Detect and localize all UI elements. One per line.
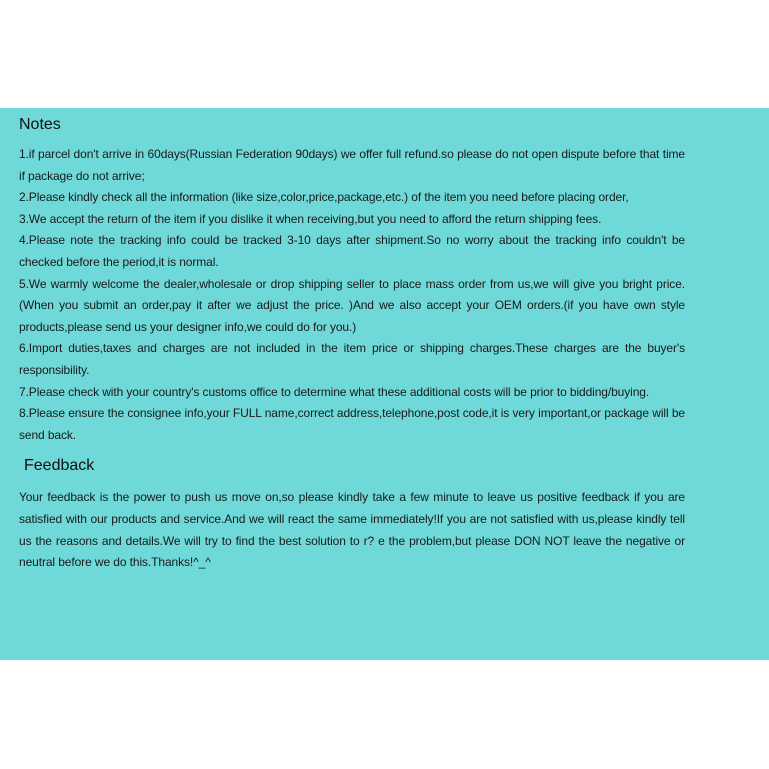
note-item-3: 3.We accept the return of the item if you dislike it when receiving,but you need to afford the return shipping fees. — [19, 211, 602, 226]
notes-list — [19, 144, 685, 446]
note-item-7: 7.Please check with your country's customs office to determine what these additional costs will be prior to bidding/buying. — [19, 384, 650, 399]
notes-heading: Notes — [19, 116, 61, 133]
feedback-heading: Feedback — [24, 457, 95, 475]
feedback-paragraph: Your feedback is the power to push us move on,so please kindly take a few minute to leave us positive feedback if you are satisfied with our products and service.And we will react the same immediately!If you are not satisfied with us,please kindly tell us the reasons and details.We will try to find the best solution to r? e the problem,but please DON NOT leave the negative or neutral before we do this.Thanks!^_^ — [19, 490, 685, 570]
note-item-2: 2.Please kindly check all the information (like size,color,price,package,etc.) of the item you need before placing order, — [19, 190, 629, 205]
notes-panel — [0, 108, 769, 660]
note-item-4: 4.Please note the tracking info could be tracked 3-10 days after shipment.So no worry about the tracking info couldn't be checked before the period,it is normal. — [19, 233, 685, 269]
note-item-1: 1.if parcel don't arrive in 60days(Russian Federation 90days) we offer full refund.so please do not open dispute before that time if package do not arrive; — [19, 147, 685, 183]
note-item-5: 5.We warmly welcome the dealer,wholesale or drop shipping seller to place mass order from us,we will give you bright price.(When you submit an order,pay it after we adjust the price. )And we also accept your OEM orders.(if you have own style products,please send us your designer info,we could do for you.) — [19, 276, 685, 334]
note-item-6: 6.Import duties,taxes and charges are not included in the item price or shipping charges.These charges are the buyer's responsibility. — [19, 341, 685, 377]
note-item-8: 8.Please ensure the consignee info,your FULL name,correct address,telephone,post code,it is very important,or package will be send back. — [19, 406, 685, 442]
